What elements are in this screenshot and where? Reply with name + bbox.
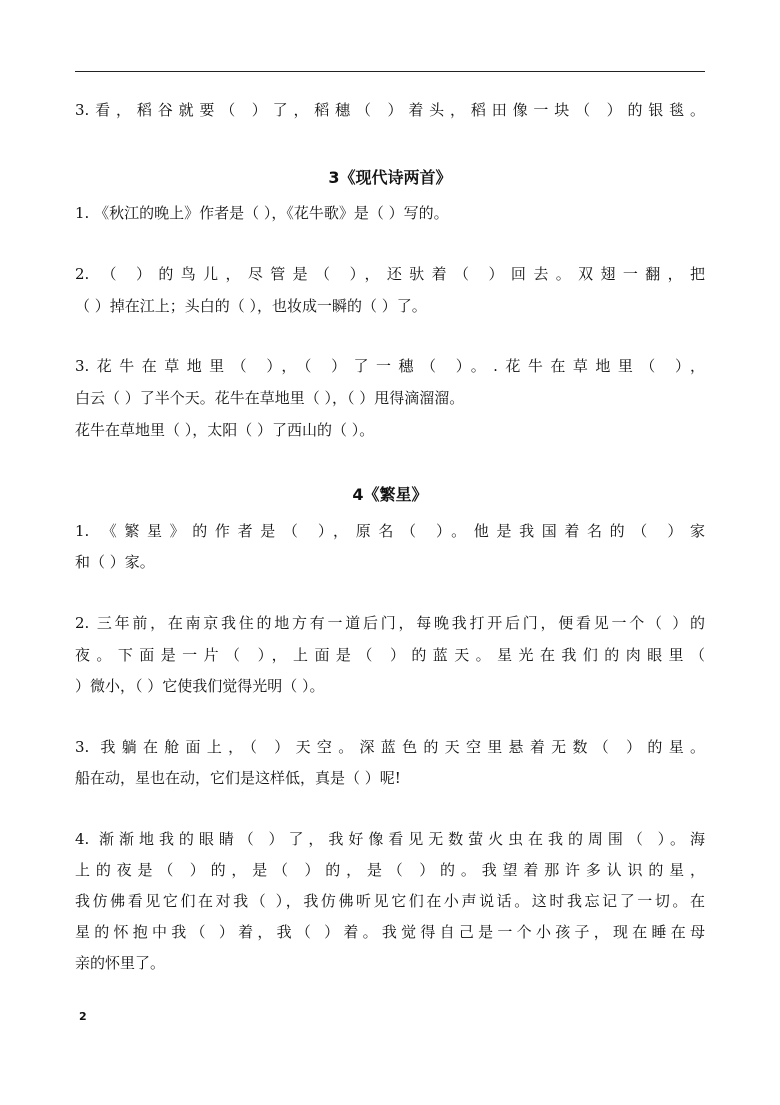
section-4-title: 4《繁星》 — [352, 485, 428, 504]
s4-question-1-line-1: 1. 《繁星》的作者是（ ），原名（ ）。他是我国着名的（ ）家 — [75, 522, 705, 540]
section-3-title: 3《现代诗两首》 — [328, 168, 452, 187]
page-number: 2 — [79, 1010, 87, 1023]
s4-question-3-line-1: 3. 我躺在舱面上，（ ）天空。深蓝色的天空里悬着无数（ ）的星。 — [75, 738, 705, 756]
s4-question-4-line-3: 我仿佛看见它们在对我（ ），我仿佛听见它们在小声说话。这时我忘记了一切。在 — [75, 892, 705, 910]
s4-question-4-line-2: 上的夜是（ ）的，是（ ）的，是（ ）的。我望着那许多认识的星， — [75, 861, 705, 879]
header-rule — [75, 71, 705, 72]
s3-question-2-line-2: （ ）掉在江上；头白的（ ），也妆成一瞬的（ ）了。 — [75, 297, 427, 315]
s4-question-2-line-1: 2. 三年前，在南京我住的地方有一道后门，每晚我打开后门，便看见一个（ ）的 — [75, 614, 705, 632]
s3-question-3-line-2: 白云（ ）了半个天。花牛在草地里（ ），（ ）甩得滴溜溜。 — [75, 389, 465, 407]
s3-question-2-line-1: 2. （ ）的鸟儿，尽管是（ ），还驮着（ ）回去。双翅一翻，把 — [75, 265, 705, 283]
s3-question-3-line-3: 花牛在草地里（ ），太阳（ ）了西山的（ ）。 — [75, 421, 375, 439]
s4-question-2-line-3: ）微小，（ ）它使我们觉得光明（ ）。 — [75, 677, 325, 695]
s4-question-4-line-1: 4. 渐渐地我的眼睛（ ）了，我好像看见无数萤火虫在我的周围（ ）。海 — [75, 830, 705, 848]
s4-question-1-line-2: 和（ ）家。 — [75, 553, 155, 571]
s4-question-4-line-4: 星的怀抱中我（ ）着，我（ ）着。我觉得自己是一个小孩子，现在睡在母 — [75, 923, 705, 941]
s4-question-4-line-5: 亲的怀里了。 — [75, 954, 166, 972]
s3-question-3-line-1: 3.花牛在草地里（ ），（ ）了一穗（ ）。.花牛在草地里（ ）， — [75, 357, 705, 375]
s4-question-3-line-2: 船在动，星也在动，它们是这样低，真是（ ）呢! — [75, 769, 401, 787]
prev-question-3: 3.看，稻谷就要（ ）了，稻穗（ ）着头，稻田像一块（ ）的银毯。 — [75, 101, 705, 119]
s3-question-1: 1. 《秋江的晚上》作者是（ ），《花牛歌》是（ ）写的。 — [75, 204, 449, 222]
s4-question-2-line-2: 夜。下面是一片（ ），上面是（ ）的蓝天。星光在我们的肉眼里（ — [75, 646, 705, 664]
